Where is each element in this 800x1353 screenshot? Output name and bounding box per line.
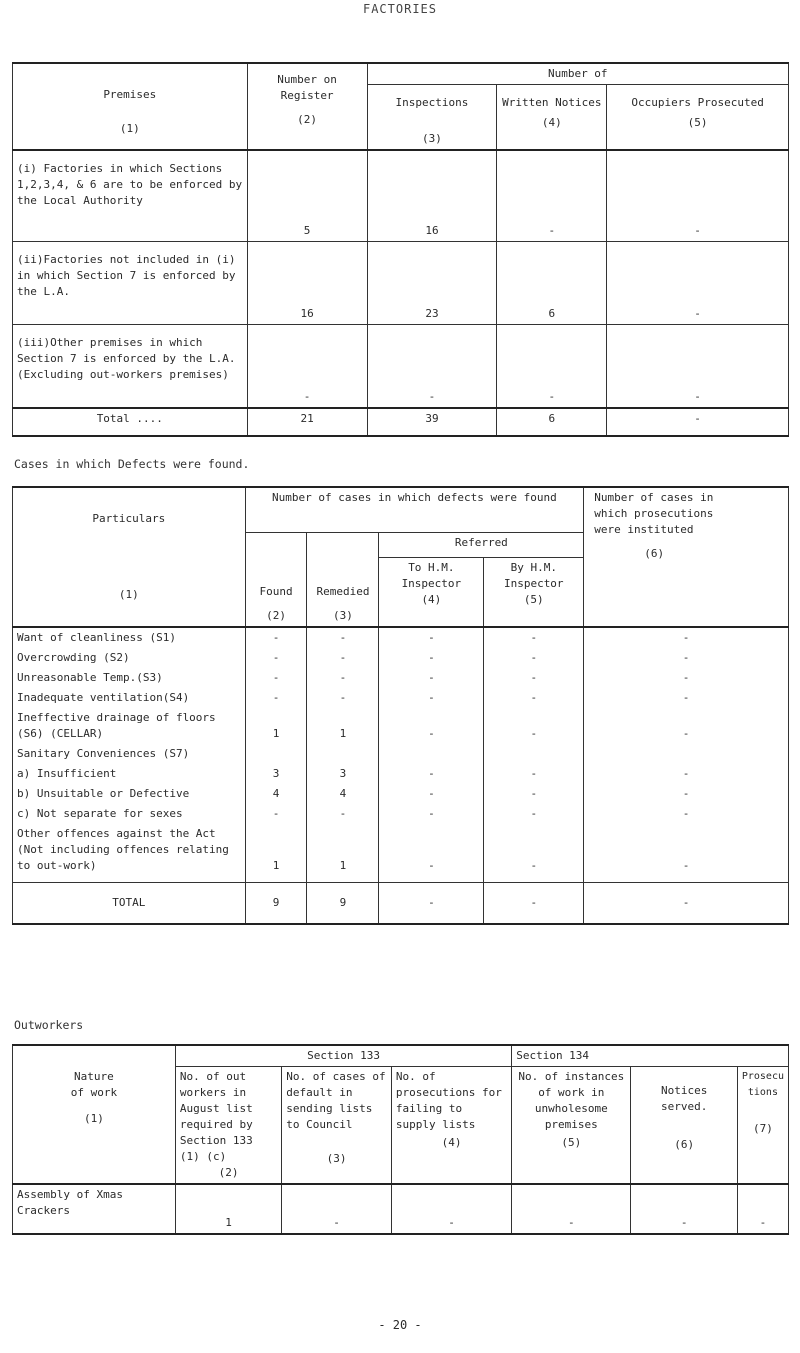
defect-to-hmi-cell: - xyxy=(379,784,484,804)
cases-header: Number of cases in which defects were found xyxy=(245,487,584,533)
defect-remedied-cell: - xyxy=(307,627,379,648)
defect-to-hmi-cell: - xyxy=(379,824,484,883)
default-cases-header: No. of cases of default in sending lists to Council (3) xyxy=(282,1067,392,1185)
nature-header-top xyxy=(13,1045,176,1067)
defect-remedied-cell: 1 xyxy=(307,708,379,744)
table1-total-inspections: 39 xyxy=(367,408,497,436)
defect-to-hmi-cell: - xyxy=(379,668,484,688)
outworkers-table xyxy=(12,1044,789,1235)
defect-row-label: Other offences against the Act (Not including offences relating to out-work) xyxy=(13,824,246,883)
table1-total-label: Total .... xyxy=(13,408,248,436)
table1-total-occupiers: - xyxy=(607,408,789,436)
table1-register-cell: 16 xyxy=(247,242,367,325)
defect-remedied-cell xyxy=(307,744,379,764)
table1-row-label: (iii)Other premises in which Section 7 is enforced by the L.A.(Excluding out-workers premises) xyxy=(13,325,248,409)
defect-to-hmi-cell: - xyxy=(379,764,484,784)
remedied-header: Remedied (3) xyxy=(307,533,379,628)
defect-prosecutions-cell: - xyxy=(584,824,789,883)
register-header: Number on Register (2) xyxy=(247,63,367,150)
defects-table xyxy=(12,486,789,925)
defect-remedied-cell: - xyxy=(307,668,379,688)
defect-by-hmi-cell: - xyxy=(484,627,584,648)
defect-to-hmi-cell: - xyxy=(379,708,484,744)
defect-found-cell: 1 xyxy=(245,708,307,744)
defect-found-cell: - xyxy=(245,668,307,688)
table1-inspections-cell: 16 xyxy=(367,150,497,242)
table1-occupiers-cell: - xyxy=(607,325,789,409)
outworkers-count-cell: 1 xyxy=(175,1184,281,1234)
table1-register-cell: - xyxy=(247,325,367,409)
defect-prosecutions-cell: - xyxy=(584,627,789,648)
particulars-header: Particulars (1) xyxy=(13,487,246,627)
defect-remedied-cell: - xyxy=(307,688,379,708)
notices-served-header: Notices served. (6) xyxy=(631,1067,737,1185)
number-of-header: Number of xyxy=(367,63,788,85)
defect-to-hmi-cell xyxy=(379,744,484,764)
prosecutions-col7-cell: - xyxy=(737,1184,788,1234)
notices-served-cell: - xyxy=(631,1184,737,1234)
defect-prosecutions-cell: - xyxy=(584,804,789,824)
defect-to-hmi-cell: - xyxy=(379,627,484,648)
table1-inspections-cell: 23 xyxy=(367,242,497,325)
unwholesome-instances-header: No. of instances of work in unwholesome premises (5) xyxy=(512,1067,631,1185)
defect-to-hmi-cell: - xyxy=(379,804,484,824)
written-notices-header: Written Notices (4) xyxy=(497,85,607,151)
defect-by-hmi-cell: - xyxy=(484,764,584,784)
defect-by-hmi-cell: - xyxy=(484,784,584,804)
outworkers-row-label: Assembly of Xmas Crackers xyxy=(13,1184,176,1234)
referred-header: Referred xyxy=(379,533,584,558)
outworkers-heading: Outworkers xyxy=(14,1018,84,1032)
to-hmi-header: To H.M. Inspector (4) xyxy=(379,558,484,628)
defect-row-label: Unreasonable Temp.(S3) xyxy=(13,668,246,688)
defects-heading: Cases in which Defects were found. xyxy=(14,457,250,471)
defect-prosecutions-cell: - xyxy=(584,668,789,688)
table1-row-label: (ii)Factories not included in (i) in which Section 7 is enforced by the L.A. xyxy=(13,242,248,325)
defect-found-cell: - xyxy=(245,804,307,824)
defect-prosecutions-cell: - xyxy=(584,708,789,744)
defect-to-hmi-cell: - xyxy=(379,688,484,708)
defect-prosecutions-cell xyxy=(584,744,789,764)
defect-prosecutions-cell: - xyxy=(584,648,789,668)
found-header: Found (2) xyxy=(245,533,307,628)
inspections-header: Inspections (3) xyxy=(367,85,497,151)
defect-found-cell: 3 xyxy=(245,764,307,784)
defects-total-by-hmi: - xyxy=(484,883,584,925)
table1-written-cell: - xyxy=(497,150,607,242)
unwholesome-instances-cell: - xyxy=(512,1184,631,1234)
defect-prosecutions-cell: - xyxy=(584,688,789,708)
table1-register-cell: 5 xyxy=(247,150,367,242)
defect-prosecutions-cell: - xyxy=(584,784,789,804)
defect-row-label: Sanitary Conveniences (S7) xyxy=(13,744,246,764)
defect-remedied-cell: 4 xyxy=(307,784,379,804)
table1-inspections-cell: - xyxy=(367,325,497,409)
prosecutions-header-col7: Prosecutions (7) xyxy=(737,1067,788,1185)
defect-row-label: Ineffective drainage of floors (S6) (CELLAR) xyxy=(13,708,246,744)
page-title: FACTORIES xyxy=(362,2,438,16)
nature-header: Nature of work (1) xyxy=(13,1067,176,1185)
by-hmi-header: By H.M. Inspector (5) xyxy=(484,558,584,628)
defect-by-hmi-cell: - xyxy=(484,668,584,688)
prosecutions-failing-cell: - xyxy=(391,1184,511,1234)
table1-row-label: (i) Factories in which Sections 1,2,3,4, & 6 are to be enforced by the Local Authority xyxy=(13,150,248,242)
table1-occupiers-cell: - xyxy=(607,150,789,242)
defect-remedied-cell: - xyxy=(307,648,379,668)
defect-found-cell: 1 xyxy=(245,824,307,883)
outworkers-count-header: No. of out workers in August list required by Section 133 (1) (c) (2) xyxy=(175,1067,281,1185)
prosecutions-failing-header: No. of prosecutions for failing to supply lists (4) xyxy=(391,1067,511,1185)
defect-found-cell: - xyxy=(245,627,307,648)
defect-prosecutions-cell: - xyxy=(584,764,789,784)
defect-by-hmi-cell xyxy=(484,744,584,764)
defect-by-hmi-cell: - xyxy=(484,648,584,668)
defect-found-cell: 4 xyxy=(245,784,307,804)
defect-by-hmi-cell: - xyxy=(484,824,584,883)
defect-row-label: Overcrowding (S2) xyxy=(13,648,246,668)
section-133-header: Section 133 xyxy=(175,1045,511,1067)
section-134-header: Section 134 xyxy=(512,1045,789,1067)
defect-remedied-cell: 3 xyxy=(307,764,379,784)
defect-by-hmi-cell: - xyxy=(484,804,584,824)
factories-inspections-table xyxy=(12,62,789,437)
table1-total-written: 6 xyxy=(497,408,607,436)
defect-by-hmi-cell: - xyxy=(484,708,584,744)
defect-remedied-cell: - xyxy=(307,804,379,824)
table1-occupiers-cell: - xyxy=(607,242,789,325)
defect-by-hmi-cell: - xyxy=(484,688,584,708)
defect-row-label: b) Unsuitable or Defective xyxy=(13,784,246,804)
defects-total-found: 9 xyxy=(245,883,307,925)
table1-written-cell: - xyxy=(497,325,607,409)
premises-header: Premises (1) xyxy=(13,63,248,150)
prosecutions-header: Number of cases in which prosecutions were instituted (6) xyxy=(584,487,789,627)
defect-found-cell: - xyxy=(245,648,307,668)
defect-row-label: Inadequate ventilation(S4) xyxy=(13,688,246,708)
defect-row-label: c) Not separate for sexes xyxy=(13,804,246,824)
occupiers-prosecuted-header: Occupiers Prosecuted (5) xyxy=(607,85,789,151)
defects-total-to-hmi: - xyxy=(379,883,484,925)
defect-found-cell xyxy=(245,744,307,764)
defect-row-label: Want of cleanliness (S1) xyxy=(13,627,246,648)
defects-total-label: TOTAL xyxy=(13,883,246,925)
defects-total-remedied: 9 xyxy=(307,883,379,925)
defect-remedied-cell: 1 xyxy=(307,824,379,883)
table1-total-register: 21 xyxy=(247,408,367,436)
defect-row-label: a) Insufficient xyxy=(13,764,246,784)
default-cases-cell: - xyxy=(282,1184,392,1234)
defect-found-cell: - xyxy=(245,688,307,708)
table1-written-cell: 6 xyxy=(497,242,607,325)
page-number: - 20 - xyxy=(378,1318,422,1332)
defect-to-hmi-cell: - xyxy=(379,648,484,668)
defects-total-prosecutions: - xyxy=(584,883,789,925)
